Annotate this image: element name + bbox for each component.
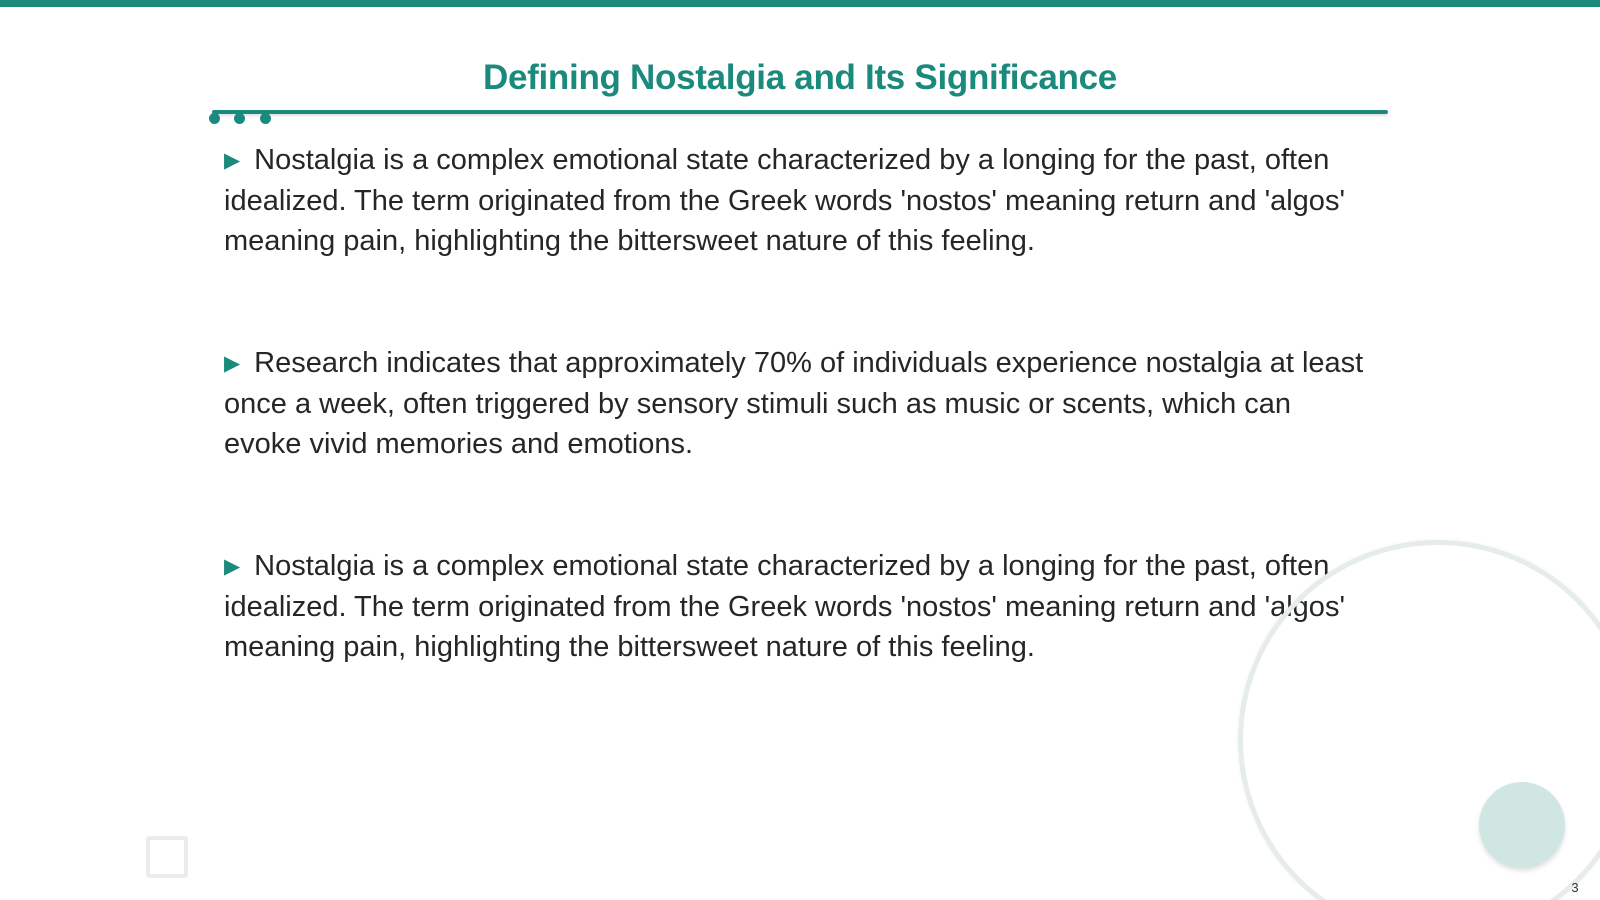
bullet-item (224, 546, 1374, 667)
bullet-arrow-icon: ▶ (224, 555, 241, 578)
top-accent-bar (0, 0, 1600, 7)
bullet-arrow-icon: ▶ (224, 352, 241, 375)
bullet-text: Research indicates that approximately 70% of individuals experience nostalgia at least once a week, often triggered by sensory stimuli such as music or scents, which can evoke vivid memories and emotions. (224, 347, 1364, 460)
bullet-text: Nostalgia is a complex emotional state characterized by a longing for the past, often idealized. The term originated from the Greek words 'nostos' meaning return and 'algos' meaning pain, highlighting the bittersweet nature of this feeling. (224, 144, 1345, 257)
bullet-arrow-icon: ▶ (224, 149, 241, 172)
bullet-item (224, 343, 1374, 464)
decorative-disc (1479, 782, 1565, 868)
bullet-item (224, 140, 1374, 261)
slide-title: Defining Nostalgia and Its Significance (483, 58, 1117, 97)
decorative-dot (209, 113, 220, 124)
decorative-dot (260, 113, 271, 124)
decorative-square (146, 836, 188, 878)
decorative-dot (234, 113, 245, 124)
bullet-list (224, 140, 1374, 749)
title-underline (212, 110, 1388, 114)
page-number: 3 (1571, 880, 1579, 895)
bullet-text: Nostalgia is a complex emotional state characterized by a longing for the past, often idealized. The term originated from the Greek words 'nostos' meaning return and 'algos' meaning pain, highlighting the bittersweet nature of this feeling. (224, 550, 1345, 663)
